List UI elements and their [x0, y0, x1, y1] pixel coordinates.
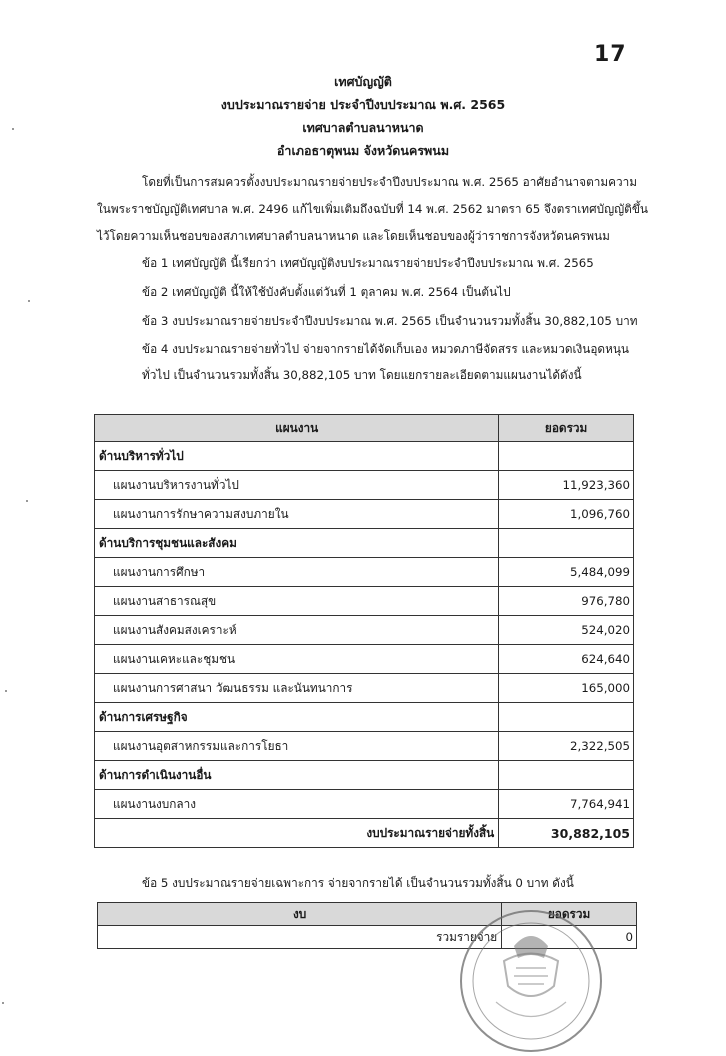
plan-name: แผนงานเคหะและชุมชน — [95, 645, 499, 674]
section-row — [95, 703, 634, 732]
scan-speck — [28, 300, 30, 302]
plan-name: แผนงานสาธารณสุข — [95, 587, 499, 616]
plan-name: แผนงานการศึกษา — [95, 558, 499, 587]
table-row — [95, 471, 634, 500]
plan-name: แผนงานสังคมสงเคราะห์ — [95, 616, 499, 645]
plan-name: แผนงานบริหารงานทั่วไป — [95, 471, 499, 500]
page-number: 17 — [594, 42, 627, 67]
total-amount: 30,882,105 — [499, 819, 634, 848]
plan-amount: 524,020 — [499, 616, 634, 645]
plan-amount: 1,096,760 — [499, 500, 634, 529]
scan-speck — [2, 1002, 4, 1004]
plan-amount: 11,923,360 — [499, 471, 634, 500]
section-row — [95, 529, 634, 558]
total-amount: 0 — [502, 926, 637, 949]
title-line-1: เทศบัญญัติ — [334, 74, 392, 89]
scan-speck — [26, 500, 28, 502]
title-line-3: เทศบาลตำบลนาหนาด — [302, 120, 424, 135]
table-row — [95, 645, 634, 674]
clause-2: ข้อ 2 เทศบัญญัติ นี้ให้ใช้บังคับตั้งแต่วันที่ 1 ตุลาคม พ.ศ. 2564 เป็นต้นไป — [142, 285, 511, 299]
plan-name: แผนงานอุตสาหกรรมและการโยธา — [95, 732, 499, 761]
plan-name: แผนงานการรักษาความสงบภายใน — [95, 500, 499, 529]
plan-amount: 2,322,505 — [499, 732, 634, 761]
plan-amount: 624,640 — [499, 645, 634, 674]
total-label: งบประมาณรายจ่ายทั้งสิ้น — [95, 819, 499, 848]
plan-amount: 7,764,941 — [499, 790, 634, 819]
plan-amount: 5,484,099 — [499, 558, 634, 587]
clause-4-line-1: ข้อ 4 งบประมาณรายจ่ายทั่วไป จ่ายจากรายได้จัดเก็บเอง หมวดภาษีจัดสรร และหมวดเงินอุดหนุน — [142, 342, 629, 356]
table-row — [95, 674, 634, 703]
clause-3: ข้อ 3 งบประมาณรายจ่ายประจำปีงบประมาณ พ.ศ. 2565 เป็นจำนวนรวมทั้งสิ้น 30,882,105 บาท — [142, 314, 638, 328]
table-row — [95, 558, 634, 587]
clause-1: ข้อ 1 เทศบัญญัติ นี้เรียกว่า เทศบัญญัติงบประมาณรายจ่ายประจำปีงบประมาณ พ.ศ. 2565 — [142, 256, 594, 270]
plan-amount: 976,780 — [499, 587, 634, 616]
table-header-row — [95, 415, 634, 442]
official-seal-stamp — [456, 906, 606, 1056]
section-row — [95, 761, 634, 790]
table-row — [95, 616, 634, 645]
header-total: ยอดรวม — [499, 415, 634, 442]
preamble-line-3: ไว้โดยความเห็นชอบของสภาเทศบาลตำบลนาหนาด และโดยเห็นชอบของผู้ว่าราชการจังหวัดนครพนม — [97, 229, 610, 243]
preamble-line-2: ในพระราชบัญญัติเทศบาล พ.ศ. 2496 แก้ไขเพิ่มเติมถึงฉบับที่ 14 พ.ศ. 2562 มาตรา 65 จึงตราเทศบัญญัติขึ้น — [97, 202, 648, 216]
plan-name: แผนงานงบกลาง — [95, 790, 499, 819]
table-row — [95, 732, 634, 761]
header-budget: งบ — [98, 903, 502, 926]
section-label: ด้านการดำเนินงานอื่น — [95, 761, 499, 790]
table-row — [95, 500, 634, 529]
section-label: ด้านบริการชุมชนและสังคม — [95, 529, 499, 558]
clause-5: ข้อ 5 งบประมาณรายจ่ายเฉพาะการ จ่ายจากรายได้ เป็นจำนวนรวมทั้งสิ้น 0 บาท ดังนี้ — [142, 876, 574, 890]
section-label: ด้านการเศรษฐกิจ — [95, 703, 499, 732]
section-label: ด้านบริหารทั่วไป — [95, 442, 499, 471]
scan-speck — [12, 128, 14, 130]
total-row — [95, 819, 634, 848]
scan-speck — [5, 690, 7, 692]
total-label: รวมรายจ่าย — [98, 926, 502, 949]
budget-table — [94, 414, 634, 848]
table-row — [95, 587, 634, 616]
clause-4-line-2: ทั่วไป เป็นจำนวนรวมทั้งสิ้น 30,882,105 บาท โดยแยกรายละเอียดตามแผนงานได้ดังนี้ — [142, 368, 582, 382]
plan-name: แผนงานการศาสนา วัฒนธรรม และนันทนาการ — [95, 674, 499, 703]
header-plan: แผนงาน — [95, 415, 499, 442]
table-row — [95, 790, 634, 819]
title-line-4: อำเภอธาตุพนม จังหวัดนครพนม — [276, 143, 450, 158]
section-row — [95, 442, 634, 471]
title-line-2: งบประมาณรายจ่าย ประจำปีงบประมาณ พ.ศ. 2565 — [220, 97, 506, 112]
preamble-line-1: โดยที่เป็นการสมควรตั้งงบประมาณรายจ่ายประจำปีงบประมาณ พ.ศ. 2565 อาศัยอำนาจตามความ — [142, 175, 638, 189]
header-total: ยอดรวม — [502, 903, 637, 926]
plan-amount: 165,000 — [499, 674, 634, 703]
